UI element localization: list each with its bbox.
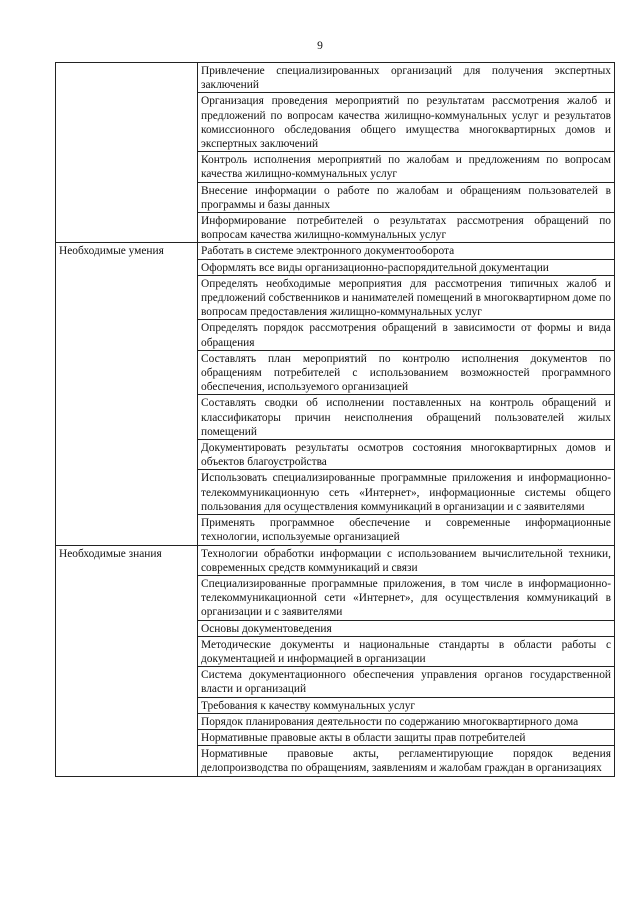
requirement-item: Технологии обработки информации с использованием вычислительной техники, современных средств коммуникаций и связи: [198, 545, 615, 575]
row-group-label: [56, 63, 198, 243]
row-group-label: Необходимые умения: [56, 243, 198, 545]
requirement-item: Оформлять все виды организационно-распорядительной документации: [198, 259, 615, 275]
requirements-table: [55, 62, 615, 777]
requirement-item: Нормативные правовые акты в области защиты прав потребителей: [198, 729, 615, 745]
requirement-item: Применять программное обеспечение и современные информационные технологии, используемые организацией: [198, 515, 615, 545]
requirement-item: Определять порядок рассмотрения обращений в зависимости от формы и вида обращения: [198, 320, 615, 350]
requirement-item: Информирование потребителей о результатах рассмотрения обращений по вопросам качества жилищно-коммунальных услуг: [198, 213, 615, 243]
requirement-item: Составлять сводки об исполнении поставленных на контроль обращений и классификаторы причин неисполнения обращений пользователей жилых помещений: [198, 395, 615, 440]
requirement-item: Привлечение специализированных организаций для получения экспертных заключений: [198, 63, 615, 93]
requirement-item: Нормативные правовые акты, регламентирующие порядок ведения делопроизводства по обращениям, заявлениям и жалобам граждан в организациях: [198, 746, 615, 776]
table-row: [56, 243, 615, 259]
table-row: [56, 545, 615, 575]
requirement-item: Документировать результаты осмотров состояния многоквартирных домов и объектов благоустройства: [198, 440, 615, 470]
requirement-item: Определять необходимые мероприятия для рассмотрения типичных жалоб и предложений собственников и нанимателей помещений в многоквартирном доме по вопросам предоставления жилищно-коммунальных услуг: [198, 275, 615, 320]
requirement-item: Система документационного обеспечения управления органов государственной власти и организаций: [198, 667, 615, 697]
requirement-item: Организация проведения мероприятий по результатам рассмотрения жалоб и предложений по вопросам качества жилищно-коммунальных услуг и результатов комиссионного обследования общего имущества многоквартирных домов и экспертных заключений: [198, 93, 615, 152]
requirement-item: Основы документоведения: [198, 620, 615, 636]
requirement-item: Контроль исполнения мероприятий по жалобам и предложениям по вопросам качества жилищно-коммунальных услуг: [198, 152, 615, 182]
requirement-item: Составлять план мероприятий по контролю исполнения документов по обращениям потребителей с использованием возможностей программного обеспечения, используемого организацией: [198, 350, 615, 395]
requirement-item: Внесение информации о работе по жалобам и обращениям пользователей в программы и базы данных: [198, 182, 615, 212]
requirement-item: Работать в системе электронного документооборота: [198, 243, 615, 259]
table-row: [56, 63, 615, 93]
page-number: 9: [317, 40, 323, 52]
row-group-label: Необходимые знания: [56, 545, 198, 776]
requirement-item: Требования к качеству коммунальных услуг: [198, 697, 615, 713]
requirement-item: Методические документы и национальные стандарты в области работы с документацией и информацией в организации: [198, 636, 615, 666]
requirements-table-body: [56, 63, 615, 777]
requirement-item: Использовать специализированные программные приложения и информационно-телекоммуникационную сеть «Интернет», информационные системы общего пользования для осуществления коммуникаций в организации и с заявителями: [198, 470, 615, 515]
requirement-item: Порядок планирования деятельности по содержанию многоквартирного дома: [198, 713, 615, 729]
requirement-item: Специализированные программные приложения, в том числе в информационно-телекоммуникационной сети «Интернет», для осуществления коммуникаций в организации и с заявителями: [198, 575, 615, 620]
